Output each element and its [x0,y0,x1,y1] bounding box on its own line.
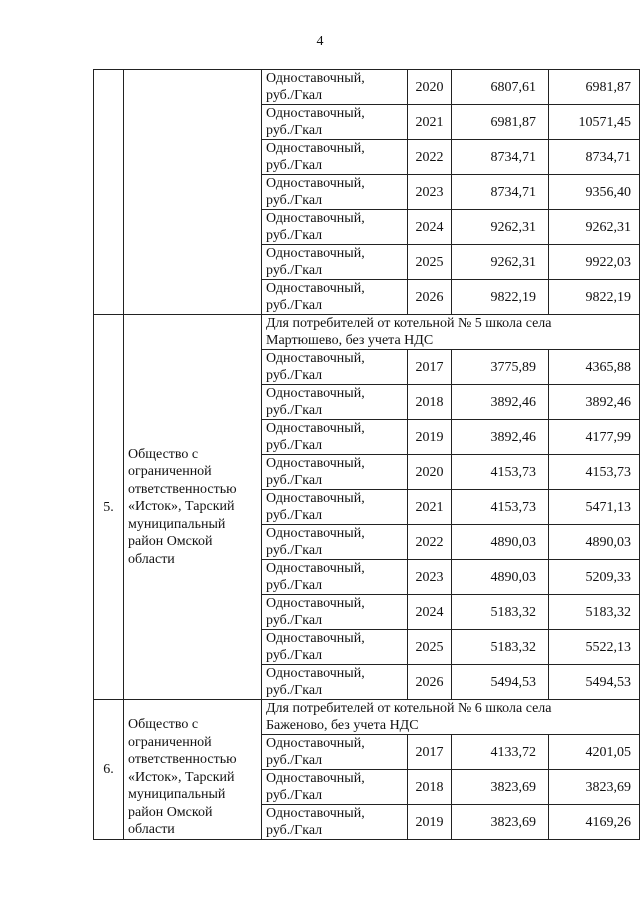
tariff-value-first-half: 4153,73 [452,490,549,525]
organization-name-line: муниципальный [128,516,226,532]
boiler-house-header-line: Для потребителей от котельной № 6 школа села [266,701,552,716]
tariff-type-label: Одноставочный, [266,736,365,751]
tariff-unit-label: руб./Гкал [266,88,323,103]
tariff-value-first-half: 3823,69 [452,805,549,840]
tariff-type-label: Одноставочный, [266,596,365,611]
year-cell: 2022 [408,525,452,560]
year-cell: 2024 [408,210,452,245]
tariff-unit-label: руб./Гкал [266,788,323,803]
year-cell: 2017 [408,735,452,770]
tariff-value-second-half: 3823,69 [549,770,640,805]
tariff-type-label: Одноставочный, [266,176,365,191]
table-row [94,315,640,350]
tariff-type-label: Одноставочный, [266,141,365,156]
tariff-value-second-half: 5494,53 [549,665,640,700]
tariff-type-cell [262,455,408,490]
tariff-value-second-half: 9356,40 [549,175,640,210]
tariff-type-cell [262,210,408,245]
year-cell: 2024 [408,595,452,630]
tariff-type-label: Одноставочный, [266,246,365,261]
tariff-type-cell [262,245,408,280]
tariff-unit-label: руб./Гкал [266,263,323,278]
tariff-type-label: Одноставочный, [266,491,365,506]
tariff-value-first-half: 3775,89 [452,350,549,385]
tariff-unit-label: руб./Гкал [266,368,323,383]
tariff-unit-label: руб./Гкал [266,403,323,418]
tariff-value-first-half: 3892,46 [452,385,549,420]
tariff-unit-label: руб./Гкал [266,228,323,243]
tariff-value-second-half: 4365,88 [549,350,640,385]
year-cell: 2018 [408,770,452,805]
tariff-type-label: Одноставочный, [266,631,365,646]
tariff-value-first-half: 8734,71 [452,140,549,175]
tariff-type-label: Одноставочный, [266,106,365,121]
boiler-house-header-line: Баженово, без учета НДС [266,718,419,733]
tariff-unit-label: руб./Гкал [266,123,323,138]
tariff-value-first-half: 5183,32 [452,630,549,665]
year-cell: 2026 [408,280,452,315]
year-cell: 2023 [408,175,452,210]
tariff-type-label: Одноставочный, [266,211,365,226]
tariff-value-second-half: 4890,03 [549,525,640,560]
tariff-unit-label: руб./Гкал [266,648,323,663]
tariff-type-cell [262,140,408,175]
tariff-type-label: Одноставочный, [266,421,365,436]
tariff-value-second-half: 5471,13 [549,490,640,525]
organization-name-line: ограниченной [128,734,212,750]
tariff-value-first-half: 3823,69 [452,770,549,805]
year-cell: 2020 [408,70,452,105]
row-number-cell: 5. [94,315,124,700]
organization-name-line: области [128,551,175,567]
tariff-unit-label: руб./Гкал [266,473,323,488]
tariff-type-cell [262,490,408,525]
tariff-type-cell [262,525,408,560]
boiler-house-header-line: Для потребителей от котельной № 5 школа села [266,316,552,331]
tariff-value-first-half: 5494,53 [452,665,549,700]
tariff-unit-label: руб./Гкал [266,193,323,208]
organization-name-line: ограниченной [128,464,212,480]
tariff-value-first-half: 9822,19 [452,280,549,315]
year-cell: 2020 [408,455,452,490]
tariff-table-body [94,70,640,840]
organization-cell [124,700,262,840]
boiler-house-header [262,315,640,350]
tariff-unit-label: руб./Гкал [266,823,323,838]
tariff-value-second-half: 9922,03 [549,245,640,280]
tariff-type-cell [262,385,408,420]
tariff-value-second-half: 4177,99 [549,420,640,455]
tariff-value-second-half: 3892,46 [549,385,640,420]
tariff-type-cell [262,350,408,385]
year-cell: 2019 [408,805,452,840]
tariff-type-cell [262,70,408,105]
tariff-unit-label: руб./Гкал [266,753,323,768]
year-cell: 2022 [408,140,452,175]
organization-name-line: «Исток», Тарский [128,769,235,785]
tariff-type-label: Одноставочный, [266,526,365,541]
tariff-type-cell [262,280,408,315]
tariff-value-first-half: 4153,73 [452,455,549,490]
organization-name-line: ответственностью [128,481,237,497]
row-number-cell [94,70,124,315]
tariff-value-second-half: 5522,13 [549,630,640,665]
tariff-unit-label: руб./Гкал [266,613,323,628]
tariff-type-cell [262,630,408,665]
tariff-type-label: Одноставочный, [266,281,365,296]
tariff-type-label: Одноставочный, [266,386,365,401]
tariff-type-label: Одноставочный, [266,456,365,471]
tariff-unit-label: руб./Гкал [266,298,323,313]
tariff-unit-label: руб./Гкал [266,683,323,698]
tariff-type-cell [262,735,408,770]
year-cell: 2021 [408,105,452,140]
organization-name-line: Общество с [128,717,199,732]
tariff-value-second-half: 4201,05 [549,735,640,770]
tariff-type-cell [262,420,408,455]
tariff-value-first-half: 9262,31 [452,210,549,245]
row-number-cell: 6. [94,700,124,840]
organization-name-line: муниципальный [128,787,226,802]
year-cell: 2019 [408,420,452,455]
tariff-type-label: Одноставочный, [266,666,365,681]
tariff-type-cell [262,560,408,595]
tariff-value-first-half: 6807,61 [452,70,549,105]
year-cell: 2021 [408,490,452,525]
year-cell: 2018 [408,385,452,420]
organization-name-line: район Омской [128,534,213,550]
tariff-value-second-half: 9822,19 [549,280,640,315]
tariff-value-first-half: 4890,03 [452,525,549,560]
boiler-house-header [262,700,640,735]
tariff-type-label: Одноставочный, [266,771,365,786]
tariff-unit-label: руб./Гкал [266,578,323,593]
page-number: 4 [316,34,324,49]
organization-name-line: Общество с [128,446,199,462]
organization-cell [124,70,262,315]
tariff-value-first-half: 6981,87 [452,105,549,140]
organization-name-line: «Исток», Тарский [128,499,235,515]
tariff-value-second-half: 10571,45 [549,105,640,140]
tariff-table [93,69,640,840]
year-cell: 2026 [408,665,452,700]
year-cell: 2023 [408,560,452,595]
boiler-house-header-line: Мартюшево, без учета НДС [266,333,434,348]
tariff-type-label: Одноставочный, [266,351,365,366]
tariff-type-label: Одноставочный, [266,561,365,576]
organization-name-line: ответственностью [128,752,237,767]
year-cell: 2025 [408,245,452,280]
tariff-value-first-half: 5183,32 [452,595,549,630]
tariff-value-second-half: 5209,33 [549,560,640,595]
tariff-value-first-half: 9262,31 [452,245,549,280]
tariff-type-cell [262,665,408,700]
tariff-type-label: Одноставочный, [266,806,365,821]
year-cell: 2025 [408,630,452,665]
tariff-type-cell [262,770,408,805]
tariff-value-second-half: 6981,87 [549,70,640,105]
tariff-value-second-half: 4153,73 [549,455,640,490]
tariff-value-first-half: 3892,46 [452,420,549,455]
tariff-value-first-half: 4133,72 [452,735,549,770]
organization-name-line: район Омской [128,804,213,820]
tariff-value-second-half: 5183,32 [549,595,640,630]
organization-name-line: области [128,822,175,837]
tariff-unit-label: руб./Гкал [266,543,323,558]
tariff-value-second-half: 8734,71 [549,140,640,175]
organization-cell [124,315,262,700]
tariff-type-cell [262,175,408,210]
tariff-unit-label: руб./Гкал [266,158,323,173]
table-row [94,700,640,735]
tariff-value-first-half: 4890,03 [452,560,549,595]
table-row [94,70,640,105]
year-cell: 2017 [408,350,452,385]
tariff-unit-label: руб./Гкал [266,438,323,453]
tariff-type-cell [262,595,408,630]
tariff-type-label: Одноставочный, [266,71,365,86]
tariff-type-cell [262,105,408,140]
tariff-value-second-half: 9262,31 [549,210,640,245]
tariff-unit-label: руб./Гкал [266,508,323,523]
tariff-type-cell [262,805,408,840]
tariff-value-second-half: 4169,26 [549,805,640,840]
tariff-value-first-half: 8734,71 [452,175,549,210]
